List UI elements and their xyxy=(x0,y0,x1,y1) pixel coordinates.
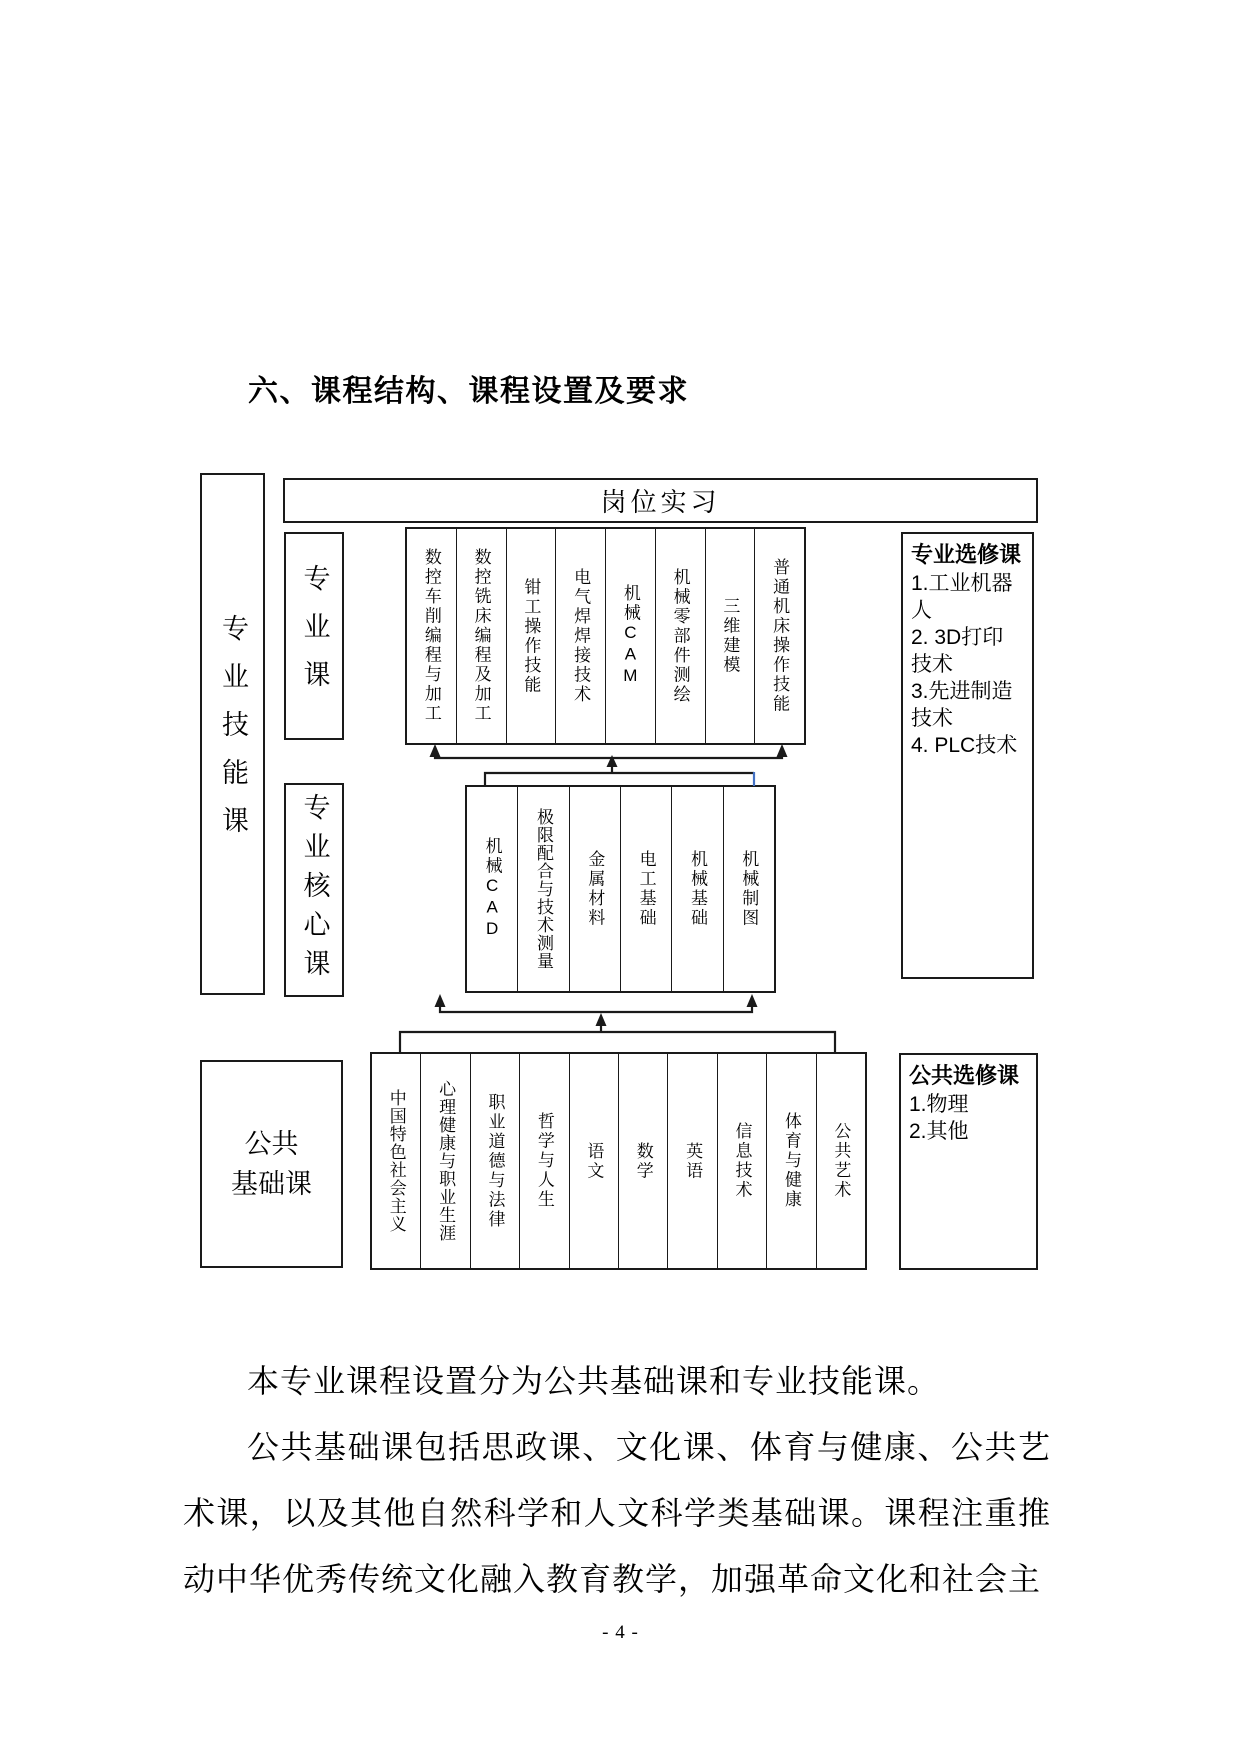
elective-item: 2. 3D打印技术 xyxy=(911,626,1004,676)
arrowhead-up xyxy=(430,744,441,757)
course-box: 机械基础 xyxy=(671,787,722,991)
arrowhead-up xyxy=(596,1013,607,1026)
course-box: 体育与健康 xyxy=(766,1054,815,1268)
course-box: 机械CAM xyxy=(605,529,655,743)
skill-track-label: 专业技能课 xyxy=(218,614,248,854)
connector-core-to-major xyxy=(435,756,782,786)
connector-public-to-core xyxy=(400,1005,835,1052)
core-course-label: 专业核心课 xyxy=(299,792,330,988)
course-box: 金属材料 xyxy=(569,787,620,991)
arrowhead-up xyxy=(747,994,758,1007)
course-box: 三维建模 xyxy=(705,529,755,743)
elective-item: 2.其他 xyxy=(909,1120,969,1143)
course-box: 数控铣床编程及加工 xyxy=(456,529,506,743)
major-electives-box xyxy=(901,532,1034,979)
arrowhead-up xyxy=(607,755,618,767)
course-box: 公共艺术 xyxy=(816,1054,865,1268)
elective-item: 4. PLC技术 xyxy=(911,734,1018,757)
course-box: 语文 xyxy=(569,1054,618,1268)
major-course-label-box xyxy=(284,532,344,740)
section-title: 六、课程结构、课程设置及要求 xyxy=(248,375,689,408)
paragraph: 公共基础课包括思政课、文化课、体育与健康、公共艺术课，以及其他自然科学和人文科学类基础课。课程注重推动中华优秀传统文化融入教育教学，加强革命文化和社会主 xyxy=(183,1429,1051,1597)
elective-item: 3.先进制造技术 xyxy=(911,680,1013,730)
public-course-row xyxy=(370,1052,867,1270)
major-course-label: 专业课 xyxy=(299,564,330,708)
arrowhead-up xyxy=(435,994,446,1007)
course-box: 信息技术 xyxy=(717,1054,766,1268)
internship-label: 岗位实习 xyxy=(600,487,721,517)
arrowhead-up xyxy=(777,744,788,757)
elective-item: 1.物理 xyxy=(909,1093,969,1116)
body-text xyxy=(183,1348,1051,1612)
public-basic-label-line2: 基础课 xyxy=(231,1169,312,1199)
public-basic-label-line1: 公共 xyxy=(244,1129,299,1159)
course-box: 职业道德与法律 xyxy=(470,1054,519,1268)
course-box: 机械CAD xyxy=(482,837,502,941)
core-course-row xyxy=(465,785,776,993)
course-box: 普通机床操作技能 xyxy=(754,529,804,743)
course-box: 哲学与人生 xyxy=(519,1054,568,1268)
public-electives-title: 公共选修课 xyxy=(909,1063,1020,1088)
elective-item: 1.工业机器人 xyxy=(911,572,1013,622)
major-electives-title: 专业选修课 xyxy=(911,542,1022,567)
internship-box xyxy=(283,478,1038,523)
course-box: 数学 xyxy=(618,1054,667,1268)
course-box: 电工基础 xyxy=(620,787,671,991)
course-box: 心理健康与职业生涯 xyxy=(420,1054,469,1268)
paragraph: 本专业课程设置分为公共基础课和专业技能课。 xyxy=(247,1363,941,1399)
page-number: - 4 - xyxy=(602,1622,639,1643)
course-box: 机械零部件测绘 xyxy=(655,529,705,743)
course-box: 数控车削编程与加工 xyxy=(421,548,441,724)
course-box: 机械制图 xyxy=(723,787,774,991)
skill-track-box xyxy=(200,473,265,995)
course-box: 钳工操作技能 xyxy=(506,529,556,743)
major-course-row xyxy=(405,527,806,745)
public-basic-label-box xyxy=(200,1060,343,1268)
core-course-label-box xyxy=(284,783,344,997)
public-electives-box xyxy=(899,1053,1038,1270)
course-box: 英语 xyxy=(667,1054,716,1268)
course-box: 极限配合与技术测量 xyxy=(517,787,568,991)
course-box: 电气焊焊接技术 xyxy=(555,529,605,743)
course-box: 中国特色社会主义 xyxy=(386,1089,406,1233)
